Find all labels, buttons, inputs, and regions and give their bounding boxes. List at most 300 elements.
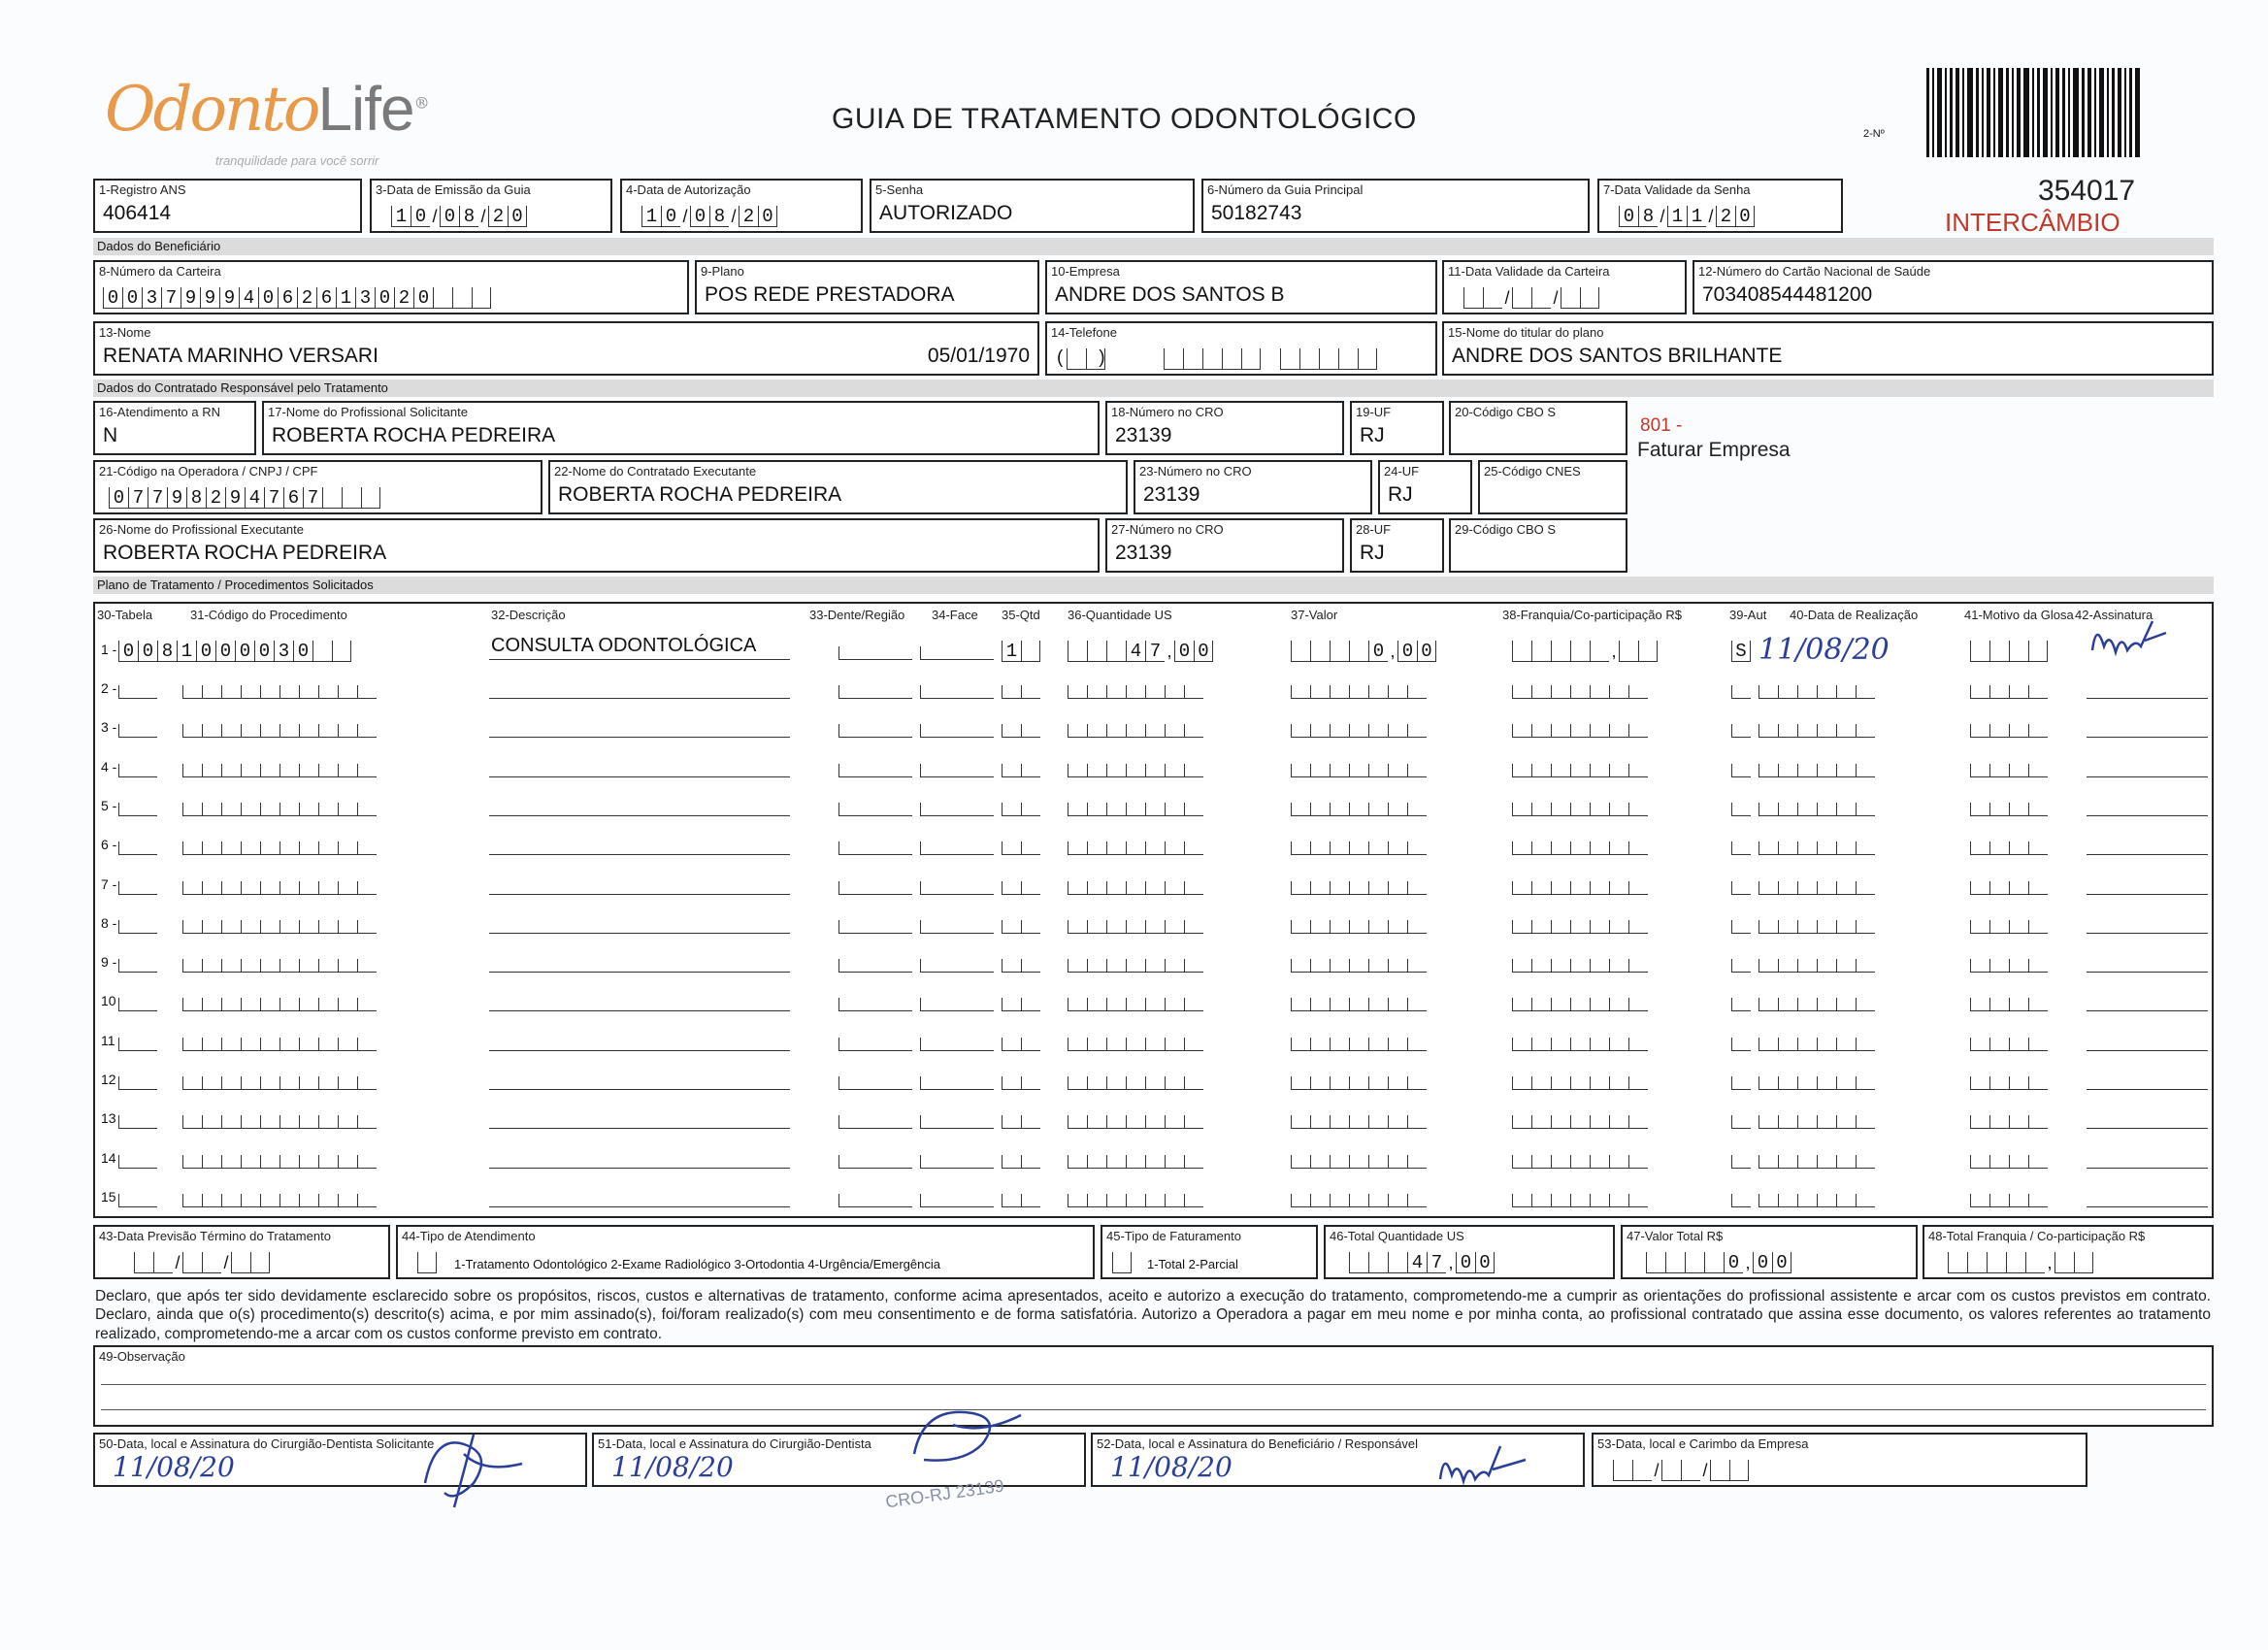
cell xyxy=(1989,1038,2009,1051)
cell xyxy=(1512,724,1531,738)
cell xyxy=(1021,1076,1040,1090)
cell xyxy=(1330,1115,1349,1129)
phone-suffix-cells xyxy=(1280,348,1377,370)
cell xyxy=(1512,881,1531,895)
cell xyxy=(1338,348,1358,370)
cell xyxy=(1330,998,1349,1011)
cell xyxy=(1570,764,1590,777)
cell xyxy=(279,998,299,1011)
cell xyxy=(1310,1155,1330,1169)
cell xyxy=(1145,842,1165,855)
cell xyxy=(1407,998,1427,1011)
cell xyxy=(1856,1194,1875,1207)
field-17-profissional-solicitante[interactable] xyxy=(262,401,1100,455)
field-21-codigo-operadora[interactable] xyxy=(93,460,542,514)
table-row[interactable] xyxy=(95,903,2212,941)
field-20-cbo[interactable] xyxy=(1449,401,1627,455)
cell xyxy=(417,1252,437,1273)
cell: 6 xyxy=(278,287,297,309)
cell xyxy=(279,803,299,816)
cell xyxy=(1068,998,1087,1011)
cell xyxy=(1551,724,1570,738)
cell: 0 xyxy=(196,641,215,662)
cell xyxy=(1797,1194,1817,1207)
signature-line xyxy=(2087,933,2208,934)
cell xyxy=(1970,1076,1989,1090)
cell xyxy=(279,1115,299,1129)
table-row[interactable] xyxy=(95,707,2212,745)
cell: 4 xyxy=(245,487,264,509)
cell xyxy=(1609,1194,1628,1207)
cell xyxy=(1280,348,1299,370)
cell xyxy=(182,1038,202,1051)
field-15-titular-plano[interactable] xyxy=(1442,321,2214,376)
cell xyxy=(241,998,260,1011)
field-5-senha[interactable] xyxy=(870,179,1195,233)
cell xyxy=(1368,1076,1388,1090)
table-row[interactable] xyxy=(95,824,2212,863)
field-10-empresa[interactable] xyxy=(1045,260,1437,314)
cell xyxy=(1106,920,1126,934)
cell xyxy=(1817,724,1836,738)
cell xyxy=(1570,1194,1590,1207)
field-26-profissional-executante[interactable] xyxy=(93,518,1100,573)
cell xyxy=(1388,1155,1407,1169)
cell: 0 xyxy=(235,641,254,662)
cell xyxy=(1291,685,1310,699)
cell xyxy=(2028,1115,2048,1129)
field-25-cnes[interactable] xyxy=(1478,460,1627,514)
desc-line xyxy=(489,933,790,934)
cell xyxy=(2028,1194,2048,1207)
barcode-bar xyxy=(1962,68,1964,157)
cell xyxy=(1531,920,1551,934)
cell xyxy=(1590,881,1609,895)
cell xyxy=(1989,998,2009,1011)
cell xyxy=(1368,1194,1388,1207)
field-14-telefone[interactable] xyxy=(1045,321,1437,376)
field-22-contratado-executante[interactable] xyxy=(548,460,1128,514)
cell xyxy=(318,1038,338,1051)
cell xyxy=(299,1076,318,1090)
signature-line xyxy=(2087,737,2208,738)
table-row[interactable] xyxy=(95,864,2212,903)
cell xyxy=(1145,803,1165,816)
cell xyxy=(357,920,377,934)
field-18-cro[interactable] xyxy=(1105,401,1344,455)
separator: / xyxy=(175,1253,181,1272)
cell xyxy=(1368,1252,1388,1273)
cell xyxy=(920,1115,994,1129)
cell xyxy=(1817,998,1836,1011)
field-4-data-autorizacao[interactable] xyxy=(620,179,863,233)
field-value: ANDRE DOS SANTOS B xyxy=(1055,283,1285,306)
cell xyxy=(1087,803,1106,816)
cell: 8 xyxy=(1638,206,1658,227)
cell xyxy=(318,1155,338,1169)
date-cells xyxy=(134,1252,270,1273)
field-3-data-emissao[interactable] xyxy=(370,179,612,233)
cell xyxy=(1609,998,1628,1011)
cell xyxy=(221,764,241,777)
field-46-total-qtd-us[interactable] xyxy=(1324,1225,1615,1279)
cell xyxy=(1628,1194,1648,1207)
signature-date: 11/08/20 xyxy=(113,1451,235,1483)
cell xyxy=(1368,803,1388,816)
cell xyxy=(1388,764,1407,777)
table-row[interactable] xyxy=(95,785,2212,824)
field-13-nome[interactable] xyxy=(93,321,1039,376)
cell xyxy=(1551,842,1570,855)
cell xyxy=(1628,685,1648,699)
cell xyxy=(260,764,279,777)
cell xyxy=(1836,1194,1856,1207)
cell xyxy=(1856,1038,1875,1051)
cell xyxy=(1731,1155,1751,1169)
cell xyxy=(1551,881,1570,895)
cell xyxy=(838,724,912,738)
field-value: RENATA MARINHO VERSARI xyxy=(103,345,378,367)
barcode-bar xyxy=(2107,68,2109,157)
cell xyxy=(1759,959,1778,973)
cell xyxy=(299,1115,318,1129)
cell: 0 xyxy=(258,287,278,309)
cell xyxy=(338,842,357,855)
cell xyxy=(1590,998,1609,1011)
cell xyxy=(1388,881,1407,895)
cell: 0 xyxy=(1772,1252,1791,1273)
field-value: RJ xyxy=(1360,424,1385,446)
cell xyxy=(1628,1115,1648,1129)
field-19-uf[interactable] xyxy=(1350,401,1444,455)
cell: 9 xyxy=(181,287,200,309)
field-label: 52-Data, local e Assinatura do Beneficiário / Responsável xyxy=(1097,1436,1418,1451)
cell xyxy=(241,803,260,816)
cell xyxy=(1778,1115,1797,1129)
date-cells xyxy=(1463,287,1599,309)
cell xyxy=(202,1076,221,1090)
cell xyxy=(1126,764,1145,777)
cell xyxy=(1797,959,1817,973)
cell xyxy=(1068,641,1087,662)
cell xyxy=(1778,881,1797,895)
cell: 1 xyxy=(641,206,661,227)
field-52-assinatura-beneficiario[interactable] xyxy=(1091,1433,1585,1487)
cell xyxy=(260,842,279,855)
cell xyxy=(357,881,377,895)
cell xyxy=(241,1038,260,1051)
cell xyxy=(279,1038,299,1051)
cell: 7 xyxy=(161,287,181,309)
field-label: 29-Código CBO S xyxy=(1455,522,1557,537)
cell xyxy=(250,1252,270,1273)
desc-line xyxy=(489,737,790,738)
cell: 7 xyxy=(1427,1252,1446,1273)
tipo-faturamento-cell xyxy=(1112,1252,1132,1273)
cell xyxy=(1463,287,1483,309)
field-47-valor-total[interactable] xyxy=(1621,1225,1918,1279)
qtd-value: 1 xyxy=(1002,641,1021,662)
cell xyxy=(920,959,994,973)
field-44-tipo-atendimento[interactable] xyxy=(396,1225,1095,1279)
cell xyxy=(1512,1115,1531,1129)
desc-line xyxy=(489,894,790,895)
cell xyxy=(1970,959,1989,973)
field-label: 19-UF xyxy=(1356,405,1392,419)
cell xyxy=(231,1252,250,1273)
cell xyxy=(1407,1038,1427,1051)
cell: 0 xyxy=(1619,206,1638,227)
field-value: 50182743 xyxy=(1211,202,1302,224)
separator: , xyxy=(1167,642,1172,661)
cell xyxy=(1349,641,1368,662)
barcode-bar xyxy=(2068,68,2070,157)
tipo-atendimento-options: 1-Tratamento Odontológico 2-Exame Radiológico 3-Ortodontia 4-Urgência/Emergência xyxy=(454,1257,940,1271)
cell xyxy=(299,959,318,973)
cell xyxy=(241,724,260,738)
barcode-bar xyxy=(1926,68,1929,157)
table-row[interactable] xyxy=(95,668,2212,707)
field-43-previsao-termino[interactable] xyxy=(93,1225,390,1279)
field-49-observacao[interactable] xyxy=(93,1345,2214,1427)
cell: 9 xyxy=(225,487,245,509)
field-50-assinatura-solicitante[interactable] xyxy=(93,1433,587,1487)
cell xyxy=(1388,1252,1407,1273)
cell xyxy=(338,998,357,1011)
col-32-descricao: 32-Descrição xyxy=(491,608,566,622)
table-row[interactable] xyxy=(95,629,2212,668)
barcode-bar xyxy=(2118,68,2121,157)
cell xyxy=(1388,1038,1407,1051)
table-row[interactable] xyxy=(95,746,2212,785)
cell: 0 xyxy=(122,287,142,309)
cell xyxy=(357,724,377,738)
cell xyxy=(1310,803,1330,816)
cell xyxy=(118,1115,157,1129)
cell xyxy=(1609,1115,1628,1129)
cell xyxy=(241,764,260,777)
table-row[interactable] xyxy=(95,1020,2212,1059)
cell xyxy=(1184,1155,1203,1169)
cell xyxy=(2009,1194,2028,1207)
col-40-data-realizacao: 40-Data de Realização xyxy=(1790,608,1919,622)
cell xyxy=(1145,764,1165,777)
cell xyxy=(279,1194,299,1207)
barcode-bar xyxy=(1950,68,1953,157)
field-label: 26-Nome do Profissional Executante xyxy=(99,522,305,537)
field-8-numero-carteira[interactable] xyxy=(93,260,689,314)
table-row[interactable] xyxy=(95,1176,2212,1215)
cpf-cells xyxy=(109,487,380,509)
cell xyxy=(1590,764,1609,777)
cell xyxy=(838,1076,912,1090)
cell xyxy=(1021,881,1040,895)
cell xyxy=(118,1194,157,1207)
cell xyxy=(1665,1252,1685,1273)
field-16-atendimento-rn[interactable] xyxy=(93,401,256,455)
field-1-registro-ans[interactable] xyxy=(93,179,362,233)
cell xyxy=(1330,920,1349,934)
cell xyxy=(1570,1076,1590,1090)
separator: / xyxy=(1708,207,1714,226)
cell xyxy=(1836,764,1856,777)
cell xyxy=(1613,1460,1632,1481)
procedure-description: CONSULTA ODONTOLÓGICA xyxy=(491,635,757,656)
cell xyxy=(1106,959,1126,973)
cell xyxy=(1145,1115,1165,1129)
cell xyxy=(1797,1155,1817,1169)
cell xyxy=(1068,920,1087,934)
cell xyxy=(1106,1038,1126,1051)
cell xyxy=(1628,724,1648,738)
field-11-validade-carteira[interactable] xyxy=(1442,260,1687,314)
cell xyxy=(1628,803,1648,816)
table-row[interactable] xyxy=(95,941,2212,980)
table-row[interactable] xyxy=(95,1138,2212,1176)
birth-date: 05/01/1970 xyxy=(927,345,1030,367)
cell xyxy=(357,803,377,816)
field-48-total-franquia[interactable] xyxy=(1923,1225,2214,1279)
cell xyxy=(1570,685,1590,699)
cell xyxy=(1291,1115,1310,1129)
cell xyxy=(1759,1076,1778,1090)
signature-line xyxy=(2087,776,2208,777)
cell xyxy=(279,764,299,777)
cell xyxy=(1184,1038,1203,1051)
cell xyxy=(1817,842,1836,855)
cell: 0 xyxy=(1753,1252,1772,1273)
cell xyxy=(1731,920,1751,934)
field-51-assinatura-cirurgiao[interactable] xyxy=(592,1433,1086,1512)
table-row[interactable] xyxy=(95,1098,2212,1137)
field-28-uf[interactable] xyxy=(1350,518,1444,573)
cell xyxy=(1021,764,1040,777)
cell xyxy=(1512,920,1531,934)
field-label: 16-Atendimento a RN xyxy=(99,405,221,419)
field-27-cro[interactable] xyxy=(1105,518,1344,573)
cell xyxy=(920,998,994,1011)
cell xyxy=(1407,1076,1427,1090)
cell xyxy=(1948,1252,1967,1273)
qtd-us-cells xyxy=(1068,641,1213,662)
cell xyxy=(1068,685,1087,699)
cell: 2 xyxy=(394,287,413,309)
field-label: 47-Valor Total R$ xyxy=(1627,1229,1724,1243)
cell xyxy=(1106,842,1126,855)
field-label: 11-Data Validade da Carteira xyxy=(1448,264,1610,279)
col-41-motivo-glosa: 41-Motivo da Glosa xyxy=(1964,608,2074,622)
cell xyxy=(1989,881,2009,895)
field-6-guia-principal[interactable] xyxy=(1201,179,1590,233)
cell xyxy=(1970,998,1989,1011)
cell: 6 xyxy=(283,487,303,509)
cell xyxy=(920,920,994,934)
logo-suffix: Life xyxy=(317,74,414,144)
cell: 0 xyxy=(215,641,235,662)
signature-line xyxy=(2087,894,2208,895)
field-24-uf[interactable] xyxy=(1378,460,1472,514)
cell xyxy=(202,1155,221,1169)
cell xyxy=(241,881,260,895)
cell xyxy=(221,724,241,738)
cell xyxy=(1512,685,1531,699)
declaration-text: Declaro, que após ter sido devidamente esclarecido sobre os propósitos, riscos, custos e alternativas de tratamento, conforme acima apresentados, aceito e autorizo a execução do tratamento, comprometendo-me a cumprir as orientações do profissional assistente e arcar com os custos previstos em contrato. Declaro, ainda que o(s) procedimento(s) descrito(s) acima, e por mim assinado(s), foi/foram realizado(s) com meu consentimento e de forma satisfatória. Autorizo a Operadora a pagar em meu nome e por minha conta, ao profissional contratado que assina esse documento, os valores referentes ao tratamento realizado, comprometendo-me a arcar com os custos conforme previsto em contrato. xyxy=(95,1288,2211,1342)
field-29-cbo[interactable] xyxy=(1449,518,1627,573)
cell: 0 xyxy=(375,287,394,309)
cell xyxy=(361,487,380,509)
cell xyxy=(1068,1076,1087,1090)
cell xyxy=(1817,803,1836,816)
cell xyxy=(260,724,279,738)
cell xyxy=(1349,1038,1368,1051)
cell xyxy=(182,1155,202,1169)
cell xyxy=(920,1038,994,1051)
field-23-cro[interactable] xyxy=(1134,460,1372,514)
cell xyxy=(1989,685,2009,699)
cell xyxy=(318,920,338,934)
glosa-cells xyxy=(1970,641,2048,662)
cell xyxy=(1856,920,1875,934)
cell xyxy=(182,803,202,816)
barcode xyxy=(1926,68,2218,157)
cell xyxy=(1797,764,1817,777)
table-row[interactable] xyxy=(95,980,2212,1019)
cell xyxy=(1570,1115,1590,1129)
date-cells xyxy=(641,206,777,227)
valor-cells xyxy=(1291,641,1436,662)
cell xyxy=(1368,1038,1388,1051)
cell xyxy=(241,1115,260,1129)
cell xyxy=(1797,1038,1817,1051)
cell xyxy=(1388,920,1407,934)
cell xyxy=(2009,641,2028,662)
cell xyxy=(1531,881,1551,895)
cell xyxy=(1087,724,1106,738)
field-label: 49-Observação xyxy=(99,1349,185,1364)
cell xyxy=(1068,764,1087,777)
cell xyxy=(1330,881,1349,895)
cell xyxy=(1570,724,1590,738)
table-row[interactable] xyxy=(95,1059,2212,1098)
field-12-cartao-nacional-saude[interactable] xyxy=(1693,260,2214,314)
cell xyxy=(1759,920,1778,934)
cell xyxy=(1349,724,1368,738)
field-45-tipo-faturamento[interactable] xyxy=(1101,1225,1318,1279)
cell xyxy=(920,764,994,777)
cell xyxy=(241,685,260,699)
cell xyxy=(1106,764,1126,777)
cell xyxy=(1731,842,1751,855)
separator: , xyxy=(1745,1253,1751,1272)
field-53-carimbo-empresa[interactable] xyxy=(1592,1433,2087,1487)
field-label: 8-Número da Carteira xyxy=(99,264,221,279)
cell xyxy=(1184,881,1203,895)
cell xyxy=(1704,1252,1724,1273)
cell xyxy=(1165,724,1184,738)
cell xyxy=(920,685,994,699)
cell xyxy=(920,803,994,816)
cell xyxy=(279,1155,299,1169)
cell xyxy=(1797,998,1817,1011)
field-7-validade-senha[interactable] xyxy=(1597,179,1843,233)
cell xyxy=(299,685,318,699)
separator: / xyxy=(731,207,737,226)
cell xyxy=(1778,1038,1797,1051)
cell xyxy=(1106,803,1126,816)
cell xyxy=(2009,1155,2028,1169)
field-9-plano[interactable] xyxy=(695,260,1039,314)
barcode-bar xyxy=(2055,68,2059,157)
